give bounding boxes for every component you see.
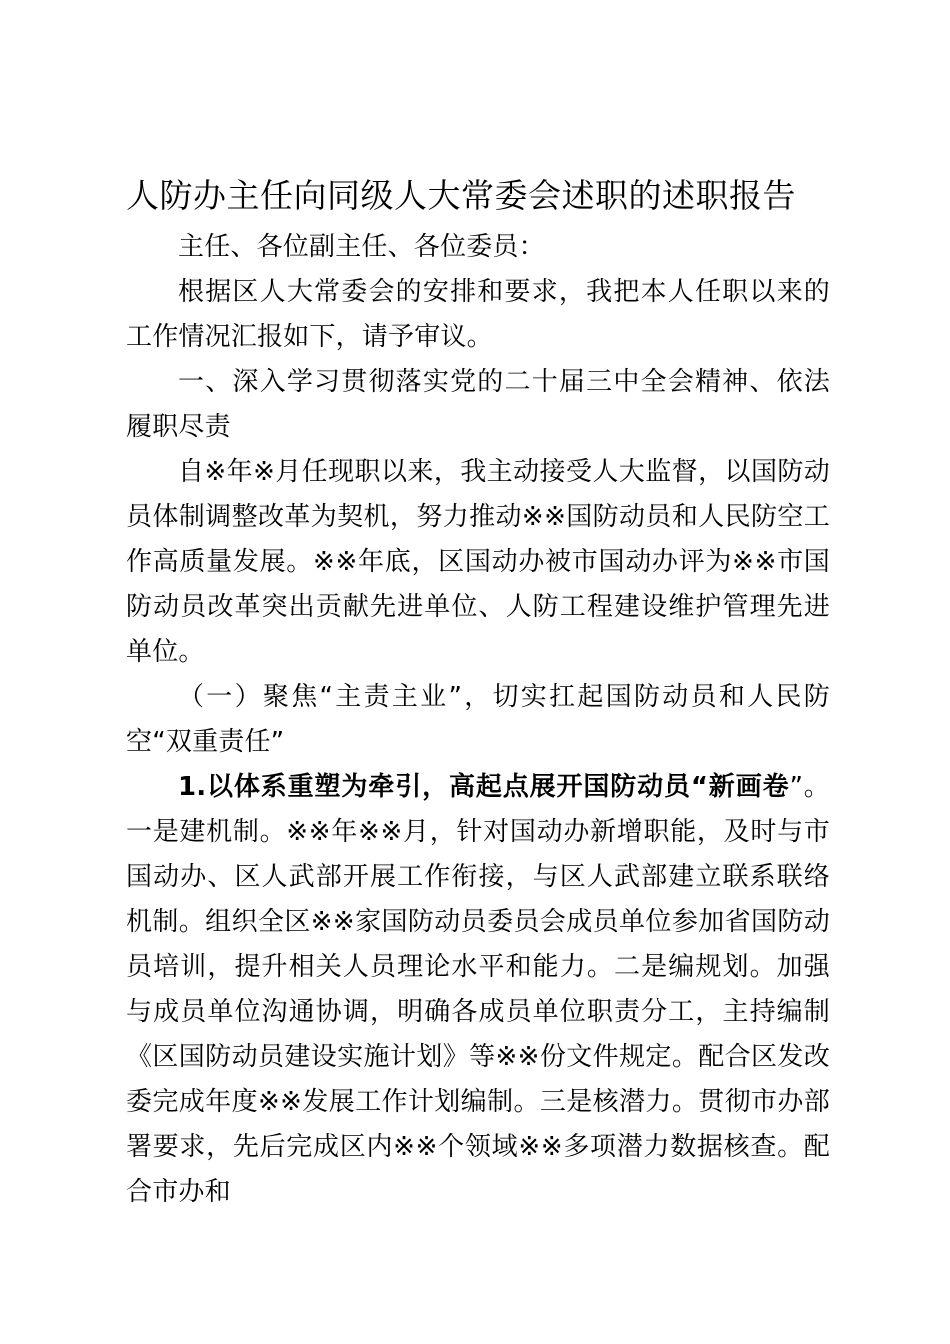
- item-1-text: ”。一是建机制。※※年※※月，针对国动办新增职能，及时与市国动办、区人武部开展工作衔接，与区人武部建立联系联络机制。组织全区※※家国防动员委员会成员单位参加省国防动员培训，提升相关人员理论水平和能力。二是编规划。加强与成员单位沟通协调，明确各成员单位职责分工，主持编制《区国防动员建设实施计划》等※※份文件规定。配合区发改委完成年度※※发展工作计划编制。三是核潜力。贯彻市办部署要求，先后完成区内※※个领域※※多项潜力数据核查。配合市办和: [126, 772, 831, 1207]
- section-1-paragraph: 自※年※月任现职以来，我主动接受人大监督，以国防动员体制调整改革为契机，努力推动※※国防动员和人民防空工作高质量发展。※※年底，区国动办被市国动办评为※※市国防动员改革突出贡献先进单位、人防工程建设维护管理先进单位。: [126, 457, 830, 667]
- subsection-1-heading: （一）聚焦“主责主业”，切实扛起国防动员和人民防空“双重责任”: [126, 682, 830, 757]
- intro-paragraph: 根据区人大常委会的安排和要求，我把本人任职以来的工作情况汇报如下，请予审议。: [126, 277, 830, 352]
- salutation: 主任、各位副主任、各位委员：: [178, 232, 545, 262]
- section-1-heading: 一、深入学习贯彻落实党的二十届三中全会精神、依法履职尽责: [126, 367, 830, 442]
- document-title: 人防办主任向同级人大常委会述职的述职报告: [126, 176, 796, 215]
- document-body: [126, 225, 830, 1215]
- item-1-heading: 1.以体系重塑为牵引，高起点展开国防动员“新画卷: [178, 772, 790, 802]
- item-1-paragraph: [126, 765, 830, 1215]
